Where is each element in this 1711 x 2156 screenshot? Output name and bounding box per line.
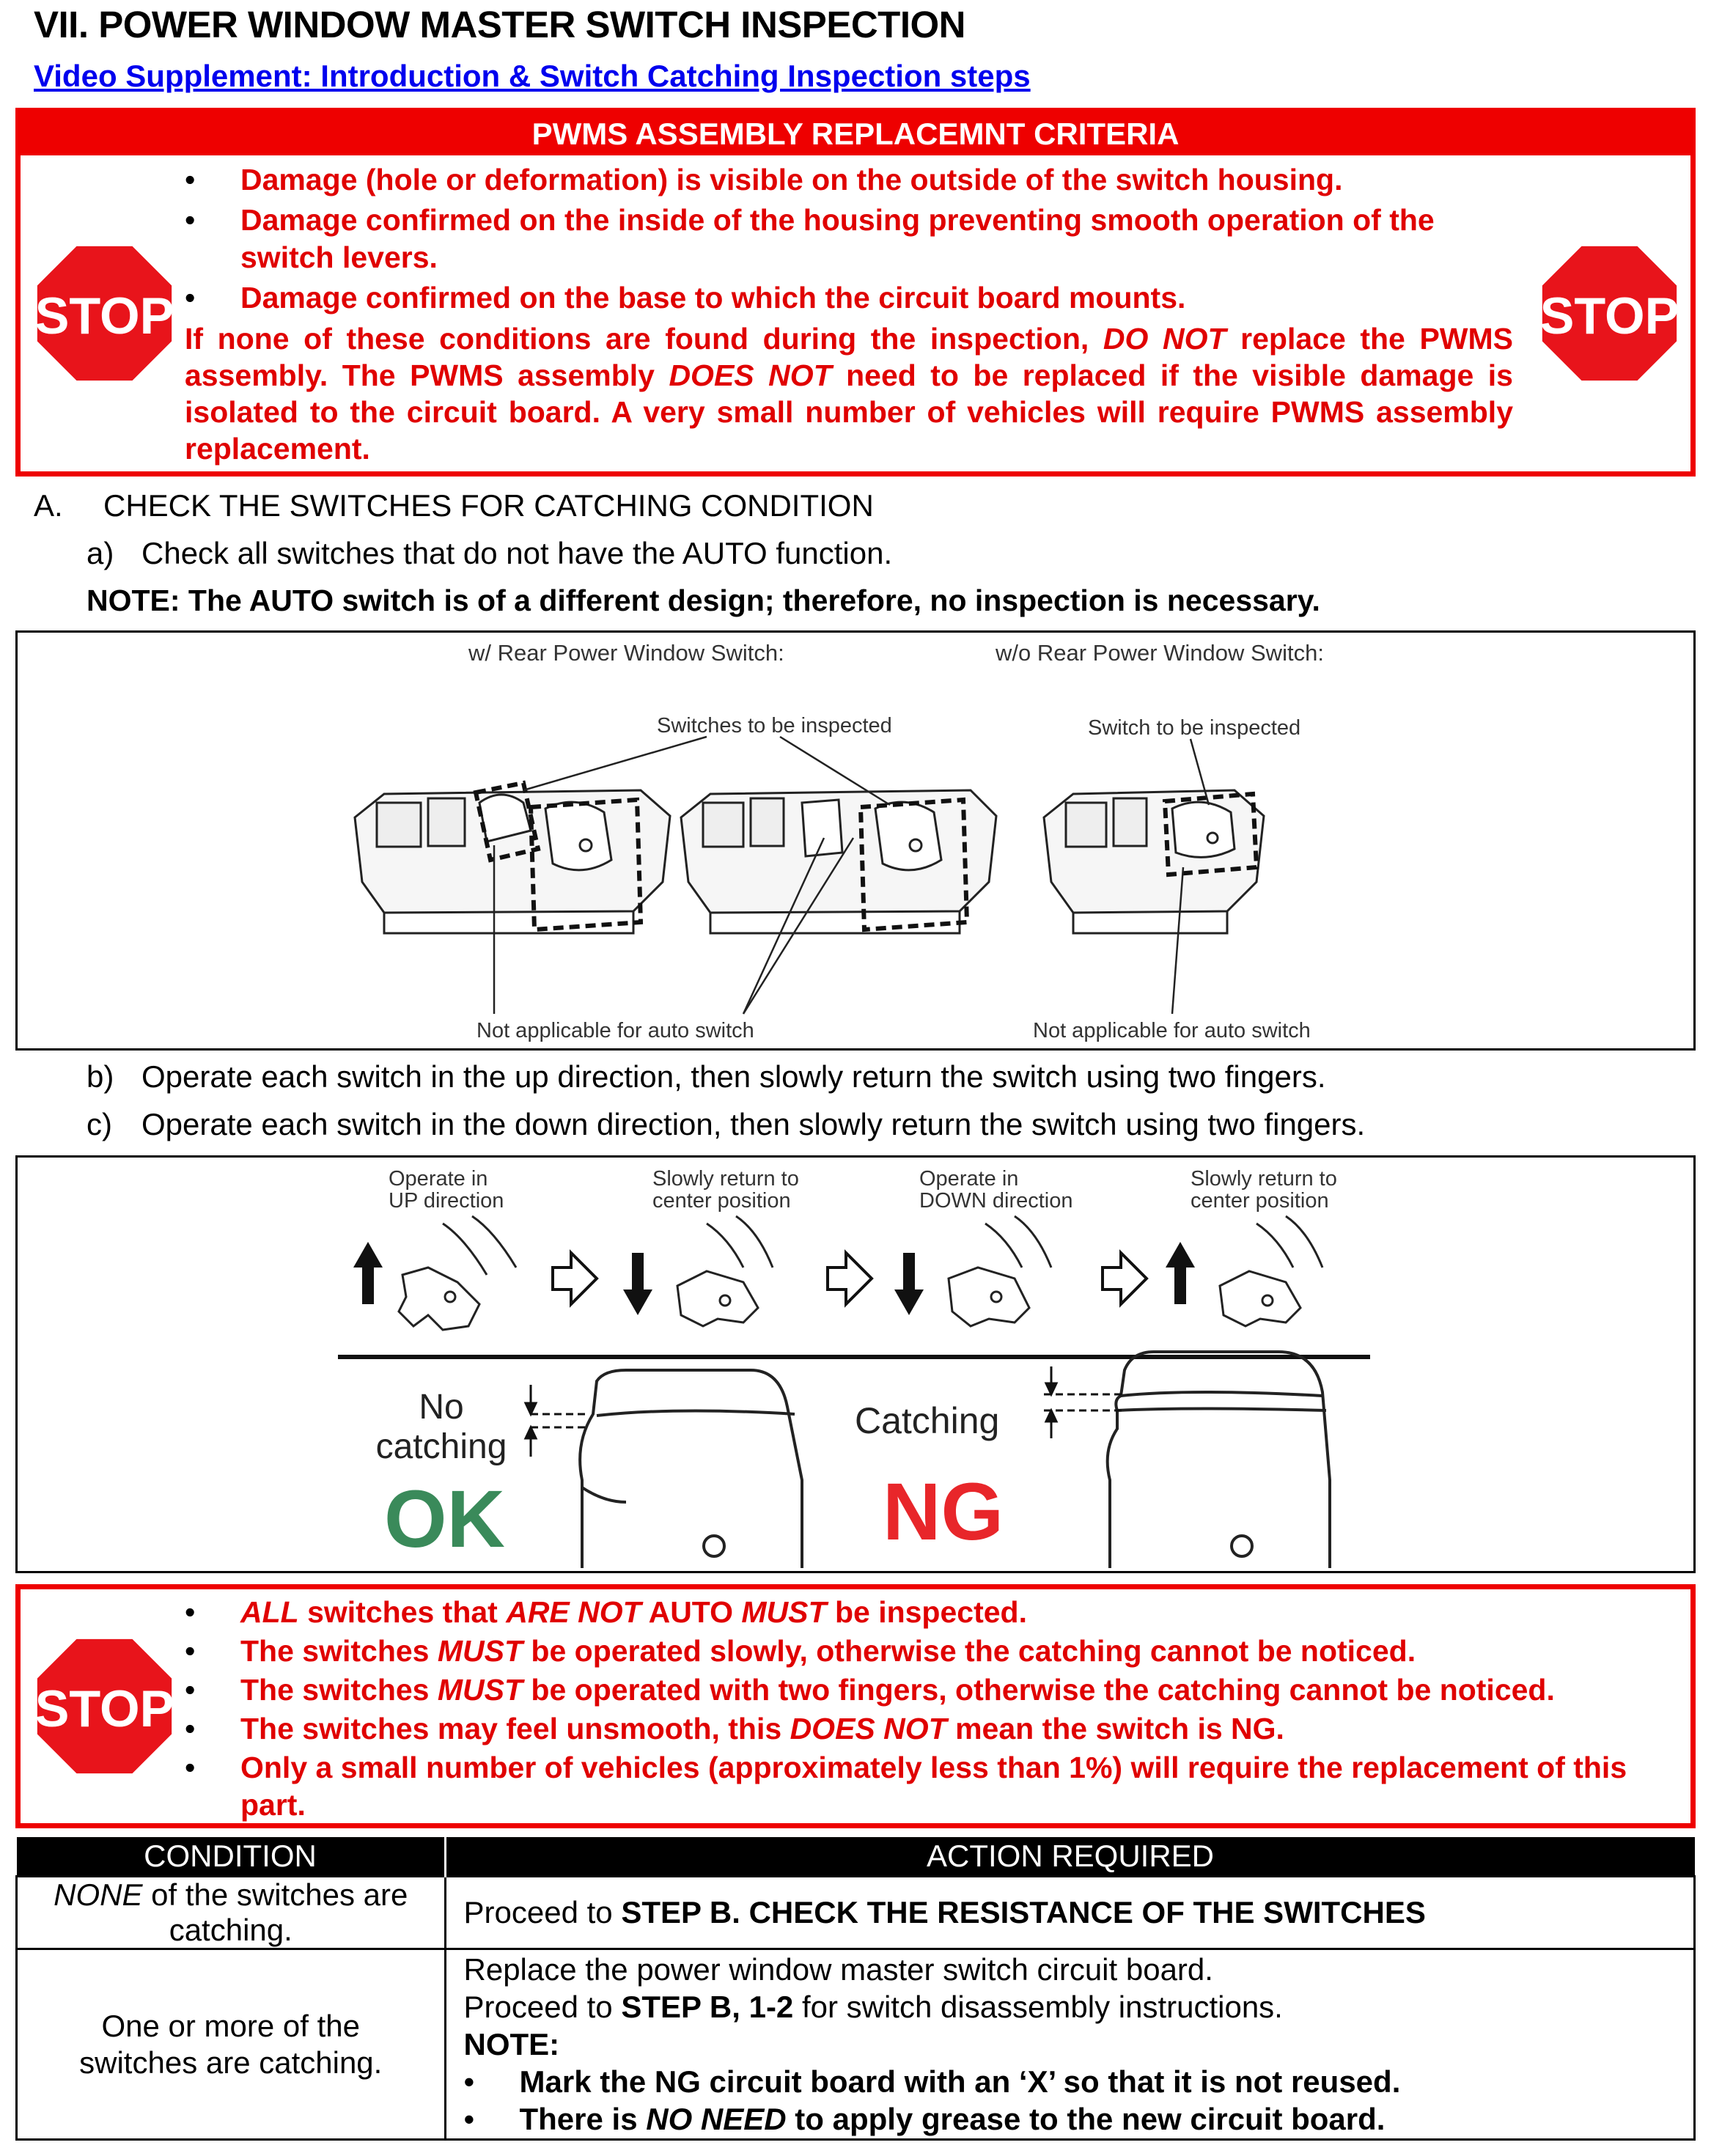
condition-cell: One or more of the switches are catching. (17, 1949, 446, 2140)
list-item: • Damage (hole or deformation) is visible on the outside of the switch housing. (185, 161, 1519, 199)
list-item: • The switches may feel unsmooth, this DOES NOT mean the switch is NG. (185, 1710, 1666, 1748)
ng-result-label: NG (883, 1467, 1004, 1557)
next-arrow-icon (553, 1253, 597, 1304)
video-supplement-link[interactable]: Video Supplement: Introduction & Switch Catching Inspection steps (34, 59, 1031, 93)
ok-result-label: OK (384, 1474, 505, 1564)
step-a-text: Check all switches that do not have the AUTO function. (141, 536, 893, 570)
condition-cell: NONE of the switches are catching. (17, 1877, 446, 1949)
label-with-rear-switch: w/ Rear Power Window Switch: (468, 640, 784, 666)
callout-not-applicable: Not applicable for auto switch (476, 1019, 754, 1042)
svg-text:STOP: STOP (1539, 286, 1679, 345)
svg-text:STOP: STOP (34, 286, 174, 345)
step-label-up: Operate in UP direction (389, 1167, 504, 1213)
switch-assembly-illustration (18, 633, 1693, 1048)
stop-sign-icon (33, 1635, 176, 1778)
down-arrow-icon (894, 1253, 924, 1315)
up-arrow-icon (1166, 1242, 1195, 1304)
criteria-list (185, 161, 1519, 317)
next-arrow-icon (828, 1253, 872, 1304)
list-item: • The switches MUST be operated with two fingers, otherwise the catching cannot be noticed. (185, 1671, 1666, 1709)
step-label-return: Slowly return to center position (652, 1167, 799, 1213)
callout-switches-inspected: Switches to be inspected (657, 714, 892, 737)
action-cell: Replace the power window master switch circuit board. Proceed to STEP B, 1-2 for switch disassembly instructions. NOTE: • Mark the NG circuit board with an ‘X’ so that it is not reused. • There is NO NEED to apply grease to the new circuit board. (445, 1949, 1695, 2140)
page-title: VII. POWER WINDOW MASTER SWITCH INSPECTION (34, 4, 965, 45)
operation-steps-illustration (18, 1158, 1693, 1571)
table-row (17, 1949, 1695, 2140)
stop-sign-icon (1538, 242, 1681, 385)
step-a-label: a) (87, 536, 114, 570)
action-cell: Proceed to STEP B. CHECK THE RESISTANCE OF THE SWITCHES (445, 1877, 1695, 1949)
section-a-label: A. (34, 488, 63, 523)
stop-sign-icon (33, 242, 176, 385)
up-arrow-icon (353, 1242, 383, 1304)
label-without-rear-switch: w/o Rear Power Window Switch: (996, 640, 1324, 666)
table-header-row (17, 1837, 1695, 1877)
list-item: • Only a small number of vehicles (approximately less than 1%) will require the replacement of this part. (185, 1749, 1666, 1824)
switch-inspection-figure (15, 630, 1696, 1051)
condition-action-table (15, 1837, 1696, 2141)
step-label-return: Slowly return to center position (1191, 1167, 1337, 1213)
step-c-text: Operate each switch in the down direction, then slowly return the switch using two fingers. (141, 1107, 1366, 1141)
criteria-title: PWMS ASSEMBLY REPLACEMNT CRITERIA (21, 113, 1690, 155)
callout-switch-inspected: Switch to be inspected (1088, 716, 1301, 740)
down-arrow-icon (623, 1253, 652, 1315)
list-item: • Damage confirmed on the inside of the housing preventing smooth operation of the switch levers. (185, 202, 1519, 276)
list-item: • The switches MUST be operated slowly, otherwise the catching cannot be noticed. (185, 1633, 1666, 1670)
catching-label: Catching (855, 1400, 1000, 1441)
list-item: • There is NO NEED to apply grease to the new circuit board. (464, 2100, 1693, 2138)
no-catching-label: No catching (375, 1388, 507, 1466)
step-b-label: b) (87, 1059, 114, 1094)
step-b-text: Operate each switch in the up direction, then slowly return the switch using two fingers. (141, 1059, 1326, 1094)
list-item: • ALL switches that ARE NOT AUTO MUST be inspected. (185, 1594, 1666, 1631)
step-c-label: c) (87, 1107, 112, 1141)
list-item: • Damage confirmed on the base to which the circuit board mounts. (185, 279, 1519, 317)
criteria-paragraph: If none of these conditions are found during the inspection, DO NOT replace the PWMS assembly. The PWMS assembly DOES NOT need to be replaced if the visible damage is isolated to the circuit board. A very small number of vehicles will require PWMS assembly replacement. (185, 322, 1513, 466)
catching-check-figure (15, 1155, 1696, 1573)
list-item: • Mark the NG circuit board with an ‘X’ so that it is not reused. (464, 2063, 1693, 2100)
table-row (17, 1877, 1695, 1949)
next-arrow-icon (1103, 1253, 1147, 1304)
callout-not-applicable: Not applicable for auto switch (1033, 1019, 1311, 1042)
auto-switch-note: NOTE: The AUTO switch is of a different design; therefore, no inspection is necessary. (87, 584, 1320, 617)
section-a-heading: CHECK THE SWITCHES FOR CATCHING CONDITION (103, 488, 874, 523)
step-label-down: Operate in DOWN direction (919, 1167, 1073, 1213)
column-header-action: ACTION REQUIRED (445, 1837, 1695, 1877)
column-header-condition: CONDITION (17, 1837, 446, 1877)
svg-text:STOP: STOP (34, 1679, 174, 1737)
warning-list (185, 1594, 1666, 1824)
